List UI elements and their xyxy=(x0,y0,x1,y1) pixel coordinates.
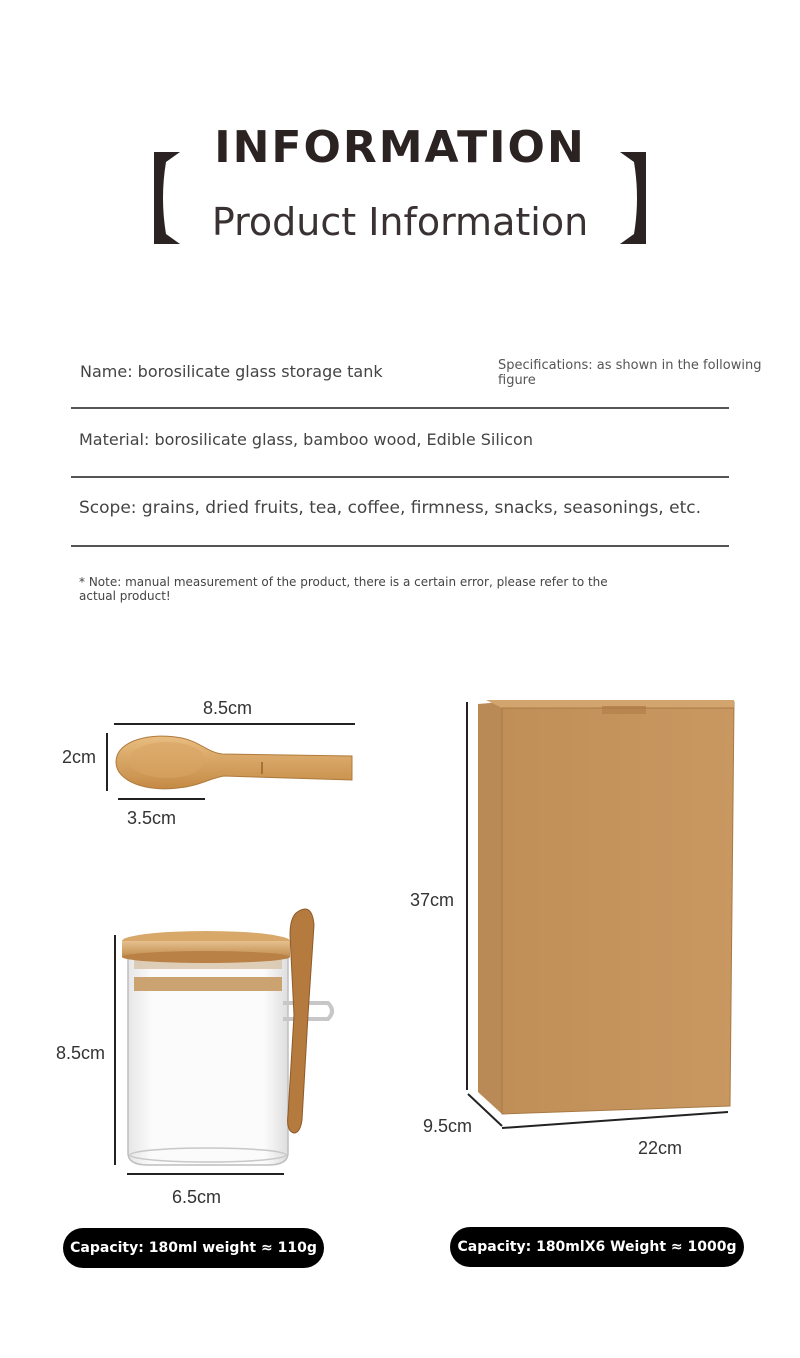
section-subtitle: Product Information xyxy=(211,200,589,244)
spoon-length-line xyxy=(114,723,355,725)
spoon-height-label: 2cm xyxy=(62,747,97,767)
note-line: actual product! xyxy=(79,589,171,603)
box-width-label: 22cm xyxy=(638,1138,683,1158)
product-scope: Scope: grains, dried fruits, tea, coffee, firmness, snacks, seasonings, etc. xyxy=(79,498,701,518)
section-title: INFORMATION xyxy=(214,122,586,173)
jar-width-label: 6.5cm xyxy=(172,1187,222,1207)
glass-jar-image xyxy=(118,905,340,1170)
jar-height-line xyxy=(114,935,116,1165)
jar-capacity-badge: Capacity: 180ml weight ≈ 110g xyxy=(63,1228,324,1268)
box-height-line xyxy=(466,702,468,1090)
spoon-length-label: 8.5cm xyxy=(203,698,253,718)
measurement-note xyxy=(79,575,608,603)
product-specifications: Specifications: as shown in the following figure xyxy=(498,358,762,388)
product-name: Name: borosilicate glass storage tank xyxy=(80,362,383,381)
jar-width-line xyxy=(127,1173,284,1175)
box-depth-label: 9.5cm xyxy=(423,1116,473,1136)
jar-height-label: 8.5cm xyxy=(56,1043,106,1063)
product-material: Material: borosilicate glass, bamboo wood, Edible Silicon xyxy=(79,430,533,449)
bamboo-spoon-image xyxy=(112,730,358,794)
divider xyxy=(71,545,729,547)
spoon-bowl-line xyxy=(118,798,205,800)
divider xyxy=(71,476,729,478)
spoon-height-line xyxy=(106,733,108,791)
divider xyxy=(71,407,729,409)
box-height-label: 37cm xyxy=(410,890,455,910)
note-line: * Note: manual measurement of the product, there is a certain error, please refer to the xyxy=(79,575,608,589)
box-base-dimension-lines xyxy=(462,1088,732,1134)
spoon-bowl-label: 3.5cm xyxy=(127,808,177,828)
box-capacity-badge: Capacity: 180mlX6 Weight ≈ 1000g xyxy=(450,1227,744,1267)
cardboard-box-image xyxy=(472,696,738,1120)
